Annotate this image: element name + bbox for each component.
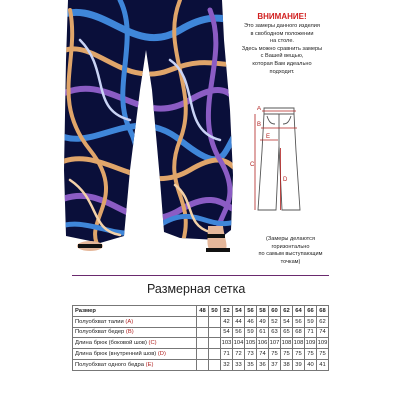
measurement-notice <box>232 12 332 76</box>
size-header-cell: 54 <box>233 306 245 317</box>
value-cell: 74 <box>257 349 269 360</box>
table-row <box>73 316 329 327</box>
value-cell: 40 <box>305 359 317 370</box>
size-header-cell: 56 <box>245 306 257 317</box>
value-cell: 109 <box>317 338 329 349</box>
measurement-diagram <box>250 106 308 216</box>
row-label: Полуобхват бедер <box>75 329 125 336</box>
value-cell: 108 <box>293 338 305 349</box>
size-chart <box>72 275 329 401</box>
row-label: Длина брюк (внутренний шов) <box>75 351 157 358</box>
row-label: Полуобхват одного бедра <box>75 361 145 368</box>
value-cell <box>197 316 209 327</box>
value-cell: 52 <box>269 316 281 327</box>
size-chart-title: Размерная сетка <box>147 282 246 296</box>
value-cell: 107 <box>269 338 281 349</box>
table-row <box>73 327 329 338</box>
value-cell: 103 <box>221 338 233 349</box>
size-header-row <box>73 306 329 317</box>
notice-line: подходит. <box>269 68 295 75</box>
value-cell: 68 <box>293 327 305 338</box>
label-a: A <box>257 106 262 112</box>
notice-title: ВНИМАНИЕ! <box>257 12 307 21</box>
note-line: горизонтально <box>271 243 310 250</box>
table-row <box>73 359 329 370</box>
label-c: C <box>250 162 255 168</box>
label-e: E <box>266 134 271 140</box>
row-code: (D) <box>157 351 166 358</box>
label-b: B <box>257 122 262 128</box>
notice-text <box>232 23 332 76</box>
value-cell: 46 <box>245 316 257 327</box>
value-cell <box>209 349 221 360</box>
value-cell: 36 <box>257 359 269 370</box>
value-cell: 71 <box>221 349 233 360</box>
value-cell <box>209 338 221 349</box>
value-cell <box>197 338 209 349</box>
row-label: Полуобхват талии <box>75 318 124 325</box>
row-code: (B) <box>125 329 134 336</box>
table-row <box>73 338 329 349</box>
measurement-note <box>243 236 338 266</box>
value-cell: 37 <box>269 359 281 370</box>
value-cell: 106 <box>257 338 269 349</box>
size-header-cell: 58 <box>257 306 269 317</box>
size-header-cell: 66 <box>305 306 317 317</box>
value-cell: 75 <box>281 349 293 360</box>
value-cell: 75 <box>269 349 281 360</box>
value-cell: 44 <box>233 316 245 327</box>
value-cell <box>197 327 209 338</box>
value-cell: 62 <box>317 316 329 327</box>
value-cell: 39 <box>293 359 305 370</box>
row-code: (E) <box>145 361 154 368</box>
value-cell: 54 <box>281 316 293 327</box>
notice-line: Здесь можно сравнить замеры <box>241 45 323 52</box>
value-cell: 108 <box>281 338 293 349</box>
trousers-illustration <box>60 0 235 255</box>
value-cell: 109 <box>305 338 317 349</box>
label-d: D <box>283 177 288 183</box>
value-cell <box>209 316 221 327</box>
value-cell: 75 <box>317 349 329 360</box>
value-cell <box>197 349 209 360</box>
value-cell: 72 <box>233 349 245 360</box>
row-label-cell <box>73 338 197 349</box>
value-cell <box>209 327 221 338</box>
value-cell: 74 <box>317 327 329 338</box>
notice-line: которая Вам идеально <box>252 60 312 67</box>
size-header-cell: 62 <box>281 306 293 317</box>
note-line: по самым выступающим <box>258 251 323 258</box>
value-cell: 61 <box>257 327 269 338</box>
notice-line: Это замеры данного изделия <box>244 23 320 29</box>
size-header-cell: 50 <box>209 306 221 317</box>
trousers-outline-icon <box>250 106 308 216</box>
note-line: точкам) <box>280 258 301 265</box>
value-cell: 104 <box>233 338 245 349</box>
size-header-label: Размер <box>73 306 197 317</box>
row-label-cell <box>73 359 197 370</box>
notice-line: на столе. <box>270 38 294 45</box>
value-cell: 41 <box>317 359 329 370</box>
value-cell: 56 <box>233 327 245 338</box>
note-line: (Замеры делаются <box>266 236 315 242</box>
size-header-cell: 60 <box>269 306 281 317</box>
value-cell <box>209 359 221 370</box>
value-cell: 65 <box>281 327 293 338</box>
row-label-cell <box>73 327 197 338</box>
value-cell: 105 <box>245 338 257 349</box>
size-header-cell: 68 <box>317 306 329 317</box>
value-cell: 73 <box>245 349 257 360</box>
value-cell: 33 <box>233 359 245 370</box>
value-cell: 63 <box>269 327 281 338</box>
size-header-cell: 64 <box>293 306 305 317</box>
notice-line: в свободном положении <box>250 30 314 37</box>
notice-line: с Вашей вещью, <box>260 53 304 60</box>
row-label: Длина брюк (боковой шов) <box>75 340 147 347</box>
value-cell <box>197 359 209 370</box>
value-cell: 38 <box>281 359 293 370</box>
value-cell: 75 <box>293 349 305 360</box>
value-cell: 32 <box>221 359 233 370</box>
value-cell: 35 <box>245 359 257 370</box>
product-photo <box>60 0 235 255</box>
size-table <box>72 305 329 371</box>
value-cell: 56 <box>293 316 305 327</box>
value-cell: 54 <box>221 327 233 338</box>
row-label-cell <box>73 349 197 360</box>
value-cell: 42 <box>221 316 233 327</box>
value-cell: 59 <box>245 327 257 338</box>
size-header-cell: 48 <box>197 306 209 317</box>
row-code: (C) <box>148 340 157 347</box>
table-row <box>73 349 329 360</box>
value-cell: 49 <box>257 316 269 327</box>
row-label-cell <box>73 316 197 327</box>
value-cell: 71 <box>305 327 317 338</box>
row-code: (A) <box>125 318 134 325</box>
value-cell: 59 <box>305 316 317 327</box>
size-header-cell: 52 <box>221 306 233 317</box>
value-cell: 75 <box>305 349 317 360</box>
